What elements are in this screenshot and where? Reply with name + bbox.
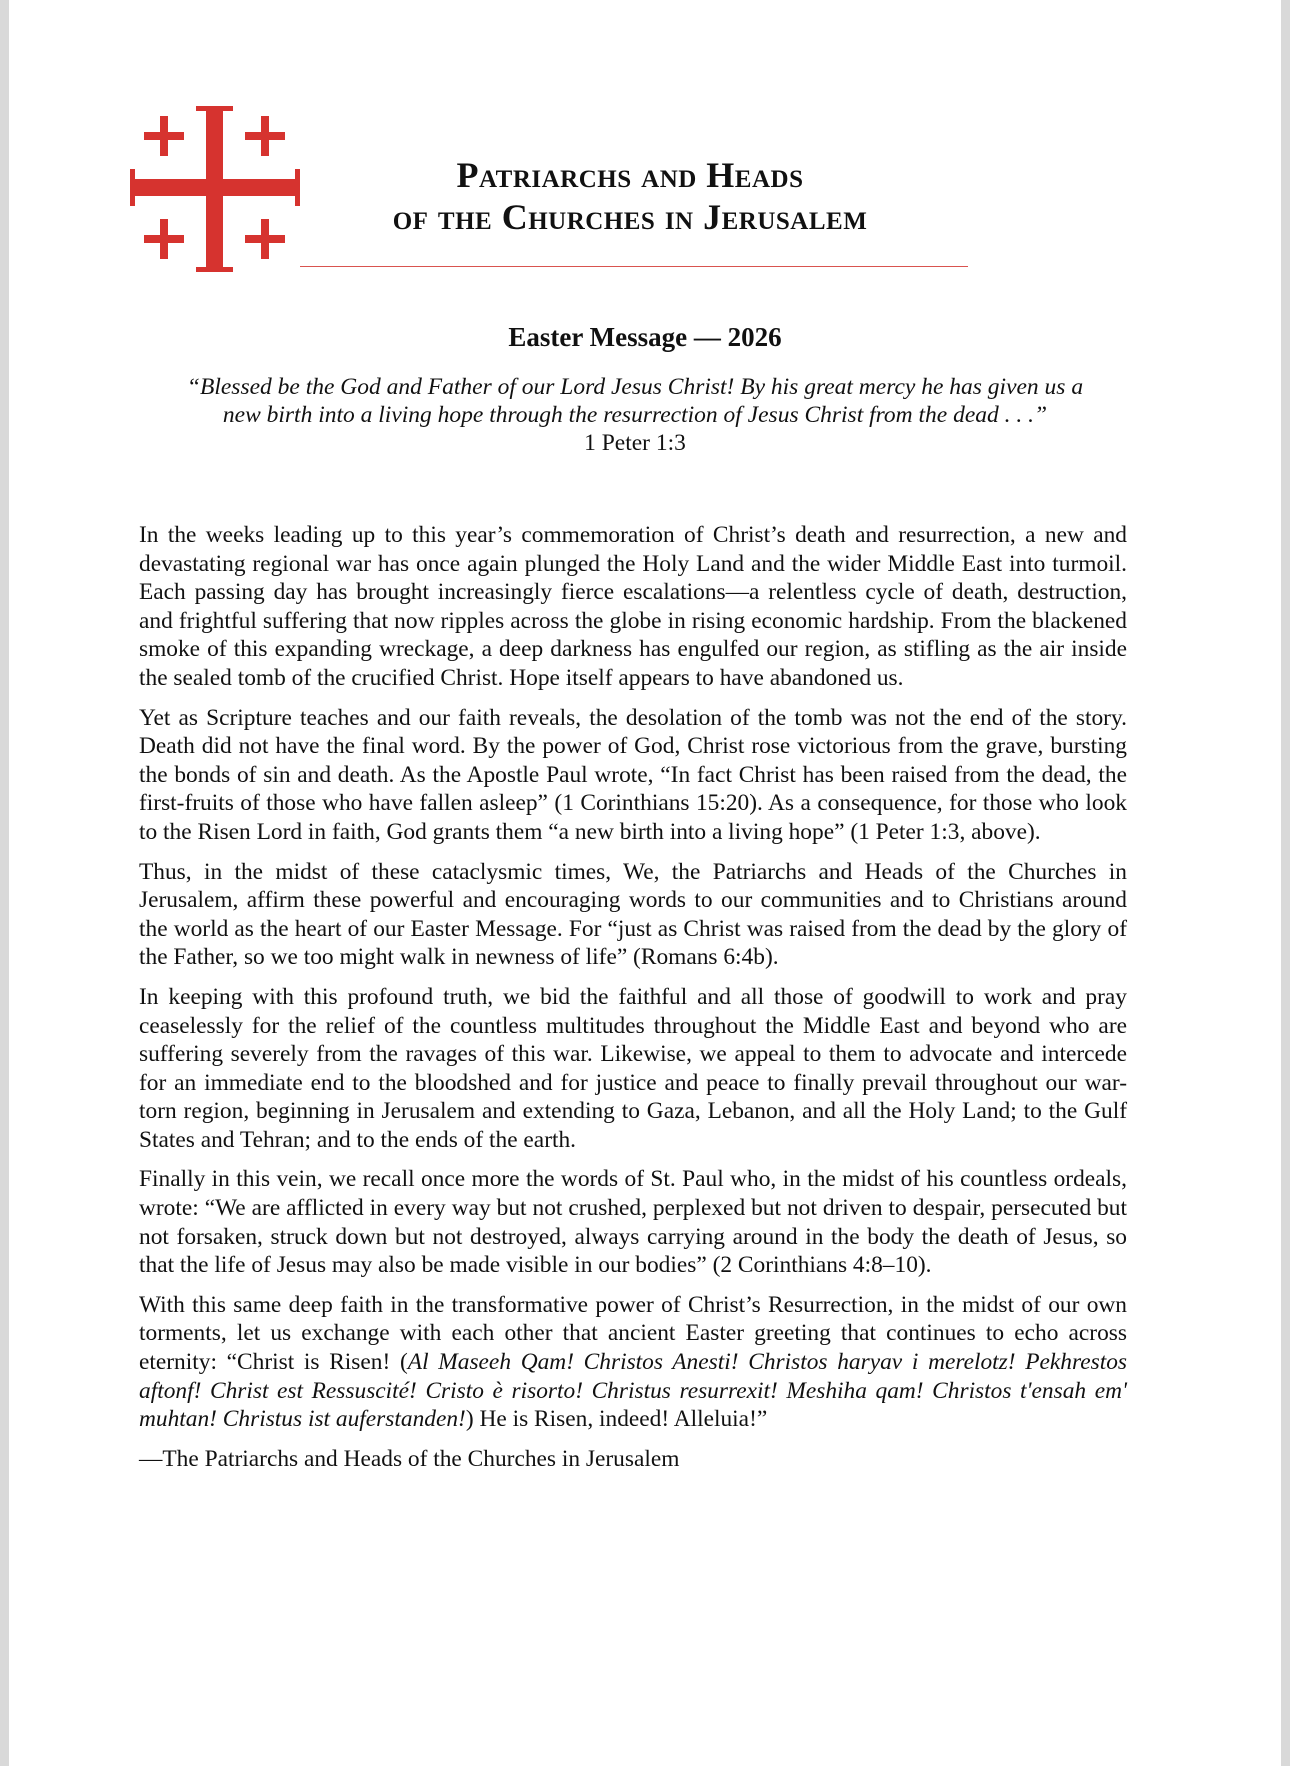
paragraph-1: In the weeks leading up to this year’s commemoration of Christ’s death and resurrection, a new and devastating regional war has once again plunged the Holy Land and the wider Middle East into turmoil. Each passing day has brought increasingly fierce escalations—a relentless cycle of death, destruction, and frightful suffering that now ripples across the globe in rising economic hardship. From the blackened smoke of this expanding wreckage, a deep darkness has engulfed our region, as stifling as the air inside the sealed tomb of the crucified Christ. Hope itself appears to have abandoned us.: [139, 522, 1127, 691]
organization-title-line1: Patriarchs and Heads: [456, 155, 804, 195]
epigraph-reference: 1 Peter 1:3: [584, 430, 686, 456]
header-divider: [300, 266, 968, 267]
epigraph-quote-line1: “Blessed be the God and Father of our Lord Jesus Christ! By his great mercy he has given us a: [186, 374, 1084, 400]
easter-greetings-italic: Al Maseeh Qam! Christos Anesti! Christos haryav i merelotz! Pekhrestos aftonf! Christ est Ressuscité! Cristo è risorto! Christus resurrexit! Meshiha qam! Christos t'ensah em' muhtan! Christus ist auferstanden!: [139, 1349, 1128, 1433]
message-body: [139, 521, 1127, 1484]
organization-title: [320, 154, 940, 238]
paragraph-4: In keeping with this profound truth, we bid the faithful and all those of goodwill to work and pray ceaselessly for the relief of the countless multitudes throughout the Middle East and beyond who are suffering severely from the ravages of this war. Likewise, we appeal to them to advocate and intercede for an immediate end to the bloodshed and for justice and peace to finally prevail throughout our war-torn region, beginning in Jerusalem and extending to Gaza, Lebanon, and all the Holy Land; to the Gulf States and Tehran; and to the ends of the earth.: [139, 983, 1127, 1153]
paragraph-6: [139, 1291, 1127, 1434]
paragraph-6-start: With this same deep faith in the transformative power of Christ’s Resurrection, in the midst of our own torments, let us exchange with each other that ancient Easter greeting that continues to echo across eternity: “Christ is Risen! (: [139, 1291, 1127, 1376]
signature: —The Patriarchs and Heads of the Churches in Jerusalem: [139, 1445, 680, 1472]
epigraph: [130, 373, 1140, 457]
paragraph-6-end: ) He is Risen, indeed! Alleluia!”: [465, 1406, 768, 1433]
message-title: Easter Message — 2026: [508, 322, 782, 352]
paragraph-3: Thus, in the midst of these cataclysmic times, We, the Patriarchs and Heads of the Churches in Jerusalem, affirm these powerful and encouraging words to our communities and to Christians around the world as the heart of our Easter Message. For “just as Christ was raised from the dead by the glory of the Father, so we too might walk in newness of life” (Romans 6:4b).: [139, 858, 1127, 971]
epigraph-quote-line2: new birth into a living hope through the resurrection of Jesus Christ from the dead . . .”: [222, 402, 1048, 428]
organization-title-line2: of the Churches in Jerusalem: [392, 197, 868, 237]
paragraph-2: Yet as Scripture teaches and our faith reveals, the desolation of the tomb was not the end of the story. Death did not have the final word. By the power of God, Christ rose victorious from the grave, bursting the bonds of sin and death. As the Apostle Paul wrote, “In fact Christ has been raised from the dead, the first-fruits of those who have fallen asleep” (1 Corinthians 15:20). As a consequence, for those who look to the Risen Lord in faith, God grants them “a new birth into a living hope” (1 Peter 1:3, above).: [139, 704, 1127, 845]
paragraph-5: Finally in this vein, we recall once more the words of St. Paul who, in the midst of his countless ordeals, wrote: “We are afflicted in every way but not crushed, perplexed but not driven to despair, persecuted but not forsaken, struck down but not destroyed, always carrying around in the body the death of Jesus, so that the life of Jesus may also be made visible in our bodies” (2 Corinthians 4:8–10).: [139, 1166, 1127, 1279]
jerusalem-cross-icon: [130, 106, 300, 272]
